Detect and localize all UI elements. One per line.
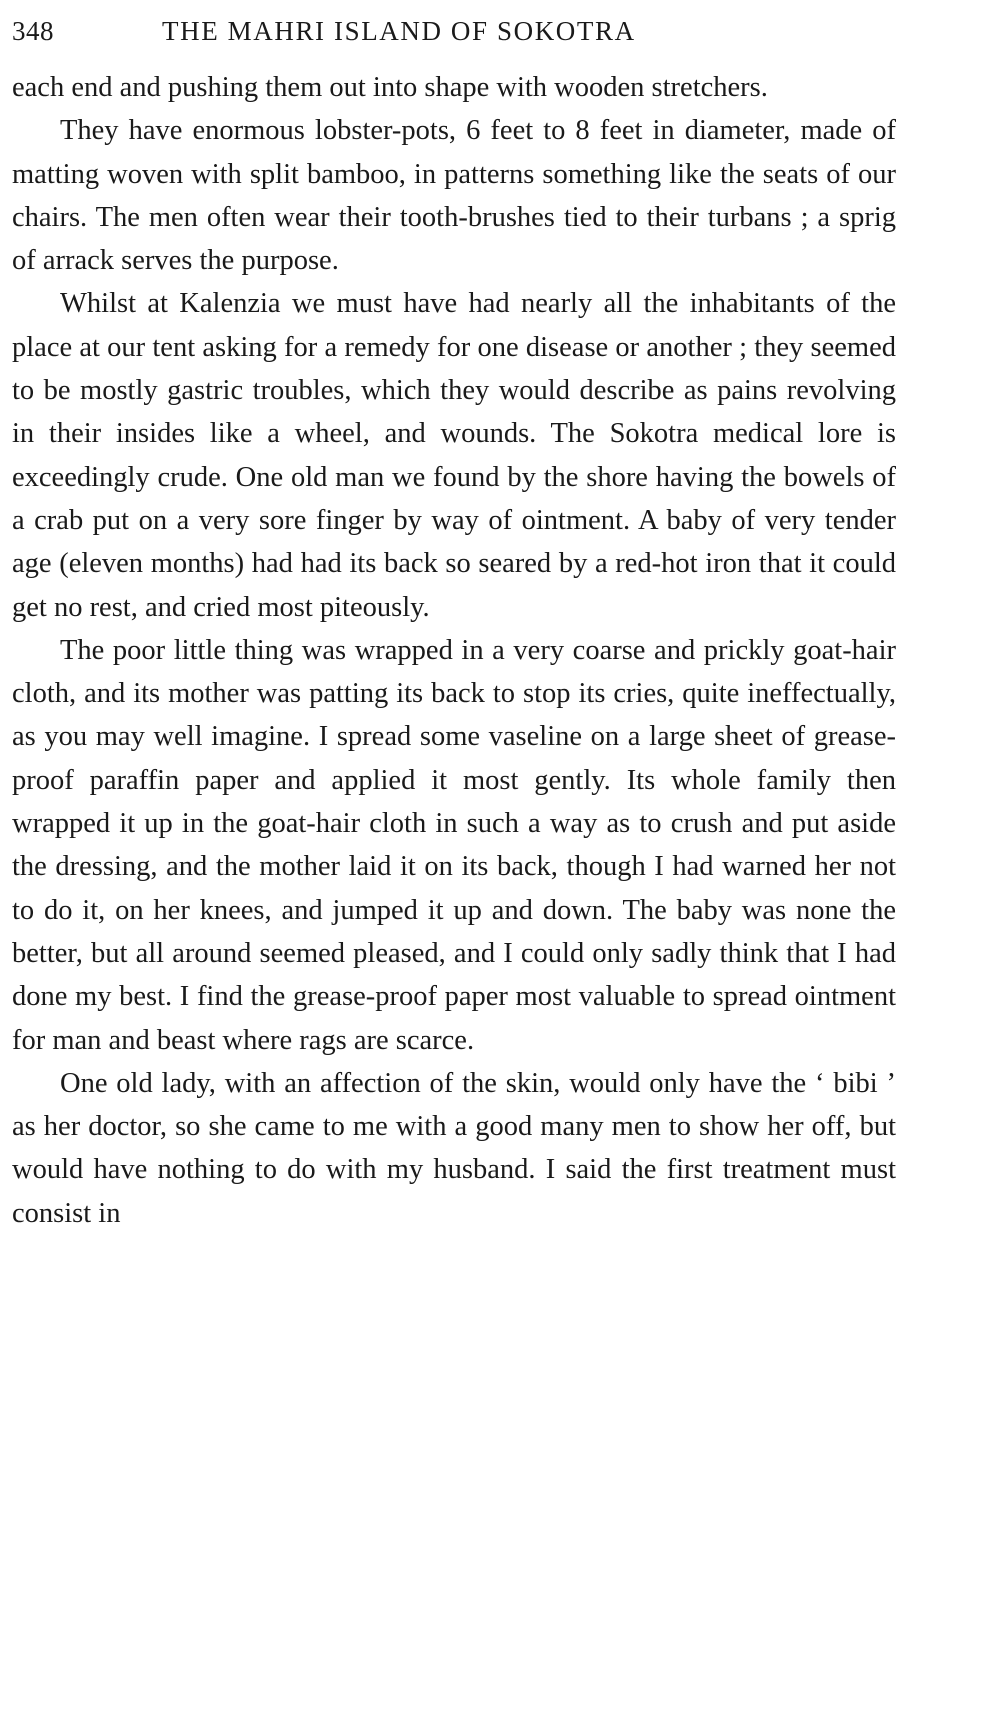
- book-page: [12, 8, 896, 1235]
- running-title: THE MAHRI ISLAND OF SOKOTRA: [162, 16, 636, 46]
- paragraph-baby-treatment: The poor little thing was wrapped in a very coarse and prickly goat-hair cloth, and its mother was patting its back to stop its cries, quite ineffectually, as you may well imagine. I spread some vaseline on a large sheet of grease-proof paraffin paper and applied it most gently. Its whole family then wrapped it up in the goat-hair cloth in such a way as to crush and put aside the dressing, and the mother laid it on its back, though I had warned her not to do it, on her knees, and jumped it up and down. The baby was none the better, but all around seemed pleased, and I could only sadly think that I had done my best. I find the grease-proof paper most valuable to spread ointment for man and beast where rags are scarce.: [12, 634, 896, 1056]
- paragraph-old-lady: One old lady, with an affection of the skin, would only have the ‘ bibi ’ as her doctor, so she came to me with a good many men to show her off, but would have nothing to do with my husband. I said the first treatment must consist in: [12, 1067, 896, 1229]
- paragraph-kalenzia-remedies: Whilst at Kalenzia we must have had nearly all the inhabitants of the place at our tent asking for a remedy for one disease or another ; they seemed to be mostly gastric troubles, which they would describe as pains revolving in their insides like a wheel, and wounds. The Sokotra medical lore is exceedingly crude. One old man we found by the shore having the bowels of a crab put on a very sore finger by way of ointment. A baby of very tender age (eleven months) had had its back so seared by a red-hot iron that it could get no rest, and cried most piteously.: [12, 288, 896, 623]
- page-number: 348: [12, 16, 54, 46]
- paragraph-lobster-pots: They have enormous lobster-pots, 6 feet to 8 feet in diameter, made of matting woven with split bamboo, in patterns something like the seats of our chairs. The men often wear their tooth-brushes tied to their turbans ; a sprig of arrack serves the purpose.: [12, 115, 896, 277]
- page-header: [12, 8, 896, 54]
- paragraph-continuation: each end and pushing them out into shape with wooden stretchers.: [12, 72, 768, 103]
